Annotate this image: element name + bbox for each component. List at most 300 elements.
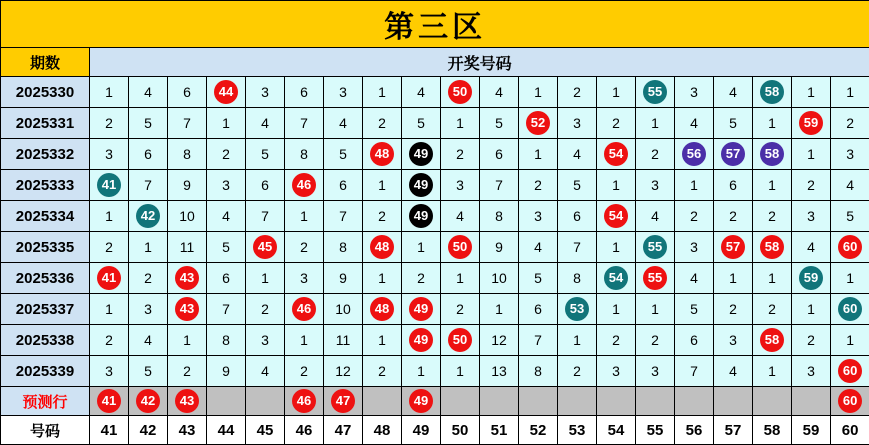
count-value: 5	[339, 146, 347, 162]
highlight-ball: 48	[370, 297, 394, 321]
count-value: 1	[417, 239, 425, 255]
highlight-ball: 57	[721, 142, 745, 166]
table-cell	[441, 325, 480, 356]
prediction-cell	[792, 387, 831, 416]
count-value: 3	[846, 146, 854, 162]
table-cell	[636, 77, 675, 108]
table-cell	[402, 77, 441, 108]
count-value: 7	[690, 363, 698, 379]
table-cell	[441, 232, 480, 263]
table-cell	[792, 201, 831, 232]
table-cell	[519, 356, 558, 387]
row-period-label: 2025330	[1, 77, 90, 108]
table-cell	[675, 294, 714, 325]
table-cell	[636, 232, 675, 263]
count-value: 2	[573, 84, 581, 100]
table-cell	[753, 263, 792, 294]
count-value: 1	[768, 115, 776, 131]
column-number: 46	[285, 416, 324, 445]
table-cell	[402, 108, 441, 139]
table-cell	[597, 294, 636, 325]
highlight-ball: 54	[604, 266, 628, 290]
highlight-ball: 54	[604, 204, 628, 228]
table-cell	[285, 201, 324, 232]
count-value: 4	[144, 332, 152, 348]
table-cell	[831, 170, 869, 201]
count-value: 7	[144, 177, 152, 193]
prediction-cell	[168, 387, 207, 416]
highlight-ball: 46	[292, 173, 316, 197]
row-period-label: 2025336	[1, 263, 90, 294]
table-cell	[714, 139, 753, 170]
count-value: 1	[456, 115, 464, 131]
count-value: 1	[378, 177, 386, 193]
count-value: 2	[183, 363, 191, 379]
table-cell	[129, 232, 168, 263]
count-value: 1	[612, 177, 620, 193]
count-value: 5	[690, 301, 698, 317]
table-cell	[402, 263, 441, 294]
table-cell	[636, 294, 675, 325]
count-value: 1	[144, 239, 152, 255]
count-value: 1	[534, 146, 542, 162]
table-cell	[714, 294, 753, 325]
table-cell	[597, 108, 636, 139]
table-cell	[207, 356, 246, 387]
highlight-ball: 55	[643, 266, 667, 290]
table-cell	[519, 108, 558, 139]
count-value: 8	[300, 146, 308, 162]
table-cell	[90, 294, 129, 325]
table-cell	[324, 170, 363, 201]
count-value: 1	[534, 84, 542, 100]
count-value: 1	[261, 270, 269, 286]
table-cell	[519, 232, 558, 263]
table-cell	[831, 139, 869, 170]
count-value: 3	[534, 208, 542, 224]
highlight-ball: 50	[448, 80, 472, 104]
highlight-ball: 59	[799, 266, 823, 290]
table-cell	[831, 263, 869, 294]
highlight-ball: 41	[97, 173, 121, 197]
table-row	[1, 170, 869, 201]
count-value: 2	[573, 363, 581, 379]
prediction-cell	[363, 387, 402, 416]
count-value: 1	[729, 270, 737, 286]
count-value: 7	[534, 332, 542, 348]
highlight-ball: 49	[409, 389, 433, 413]
highlight-ball: 58	[760, 328, 784, 352]
column-number: 48	[363, 416, 402, 445]
table-cell	[363, 263, 402, 294]
column-number: 43	[168, 416, 207, 445]
table-cell	[246, 294, 285, 325]
count-value: 4	[690, 115, 698, 131]
table-cell	[129, 263, 168, 294]
table-cell	[480, 108, 519, 139]
count-value: 9	[495, 239, 503, 255]
count-value: 4	[222, 208, 230, 224]
table-cell	[831, 77, 869, 108]
table-cell	[90, 201, 129, 232]
table-cell	[129, 325, 168, 356]
count-value: 6	[690, 332, 698, 348]
count-value: 4	[807, 239, 815, 255]
count-value: 5	[534, 270, 542, 286]
count-value: 3	[339, 84, 347, 100]
count-value: 1	[105, 301, 113, 317]
highlight-ball: 43	[175, 266, 199, 290]
table-cell	[636, 170, 675, 201]
row-period-label: 2025331	[1, 108, 90, 139]
table-cell	[207, 201, 246, 232]
table-cell	[558, 325, 597, 356]
count-value: 4	[261, 363, 269, 379]
count-value: 8	[339, 239, 347, 255]
table-cell	[714, 325, 753, 356]
table-cell	[558, 201, 597, 232]
table-cell	[480, 139, 519, 170]
count-value: 4	[534, 239, 542, 255]
count-value: 1	[846, 84, 854, 100]
prediction-cell	[480, 387, 519, 416]
table-cell	[168, 263, 207, 294]
count-value: 3	[300, 270, 308, 286]
highlight-ball: 46	[292, 389, 316, 413]
highlight-ball: 55	[643, 235, 667, 259]
count-value: 1	[573, 332, 581, 348]
table-cell	[402, 232, 441, 263]
count-value: 5	[222, 239, 230, 255]
table-cell	[246, 325, 285, 356]
table-cell	[480, 263, 519, 294]
table-cell	[480, 232, 519, 263]
table-cell	[90, 139, 129, 170]
table-row	[1, 77, 869, 108]
count-value: 2	[690, 208, 698, 224]
count-value: 4	[495, 84, 503, 100]
table-cell	[675, 201, 714, 232]
highlight-ball: 42	[136, 204, 160, 228]
table-cell	[714, 170, 753, 201]
count-value: 2	[768, 301, 776, 317]
table-cell	[792, 263, 831, 294]
prediction-cell	[831, 387, 869, 416]
count-value: 2	[417, 270, 425, 286]
count-value: 2	[300, 239, 308, 255]
table-cell	[168, 232, 207, 263]
count-value: 5	[573, 177, 581, 193]
table-cell	[753, 77, 792, 108]
count-value: 1	[846, 270, 854, 286]
count-value: 3	[651, 177, 659, 193]
count-value: 5	[144, 363, 152, 379]
count-value: 2	[378, 363, 386, 379]
column-number: 57	[714, 416, 753, 445]
table-cell	[363, 232, 402, 263]
count-value: 3	[690, 239, 698, 255]
table-row	[1, 201, 869, 232]
table-cell	[207, 139, 246, 170]
count-value: 4	[417, 84, 425, 100]
count-value: 2	[456, 146, 464, 162]
count-value: 13	[491, 363, 507, 379]
count-value: 1	[417, 363, 425, 379]
table-cell	[246, 108, 285, 139]
count-value: 1	[378, 84, 386, 100]
table-cell	[207, 77, 246, 108]
count-value: 8	[573, 270, 581, 286]
count-value: 4	[573, 146, 581, 162]
table-cell	[636, 201, 675, 232]
count-value: 1	[651, 115, 659, 131]
highlight-ball: 50	[448, 235, 472, 259]
prediction-cell	[129, 387, 168, 416]
table-cell	[363, 356, 402, 387]
count-value: 2	[729, 301, 737, 317]
highlight-ball: 49	[409, 142, 433, 166]
table-cell	[714, 201, 753, 232]
table-cell	[324, 294, 363, 325]
footer-row	[1, 416, 869, 445]
count-value: 11	[180, 239, 195, 255]
count-value: 7	[495, 177, 503, 193]
count-value: 6	[144, 146, 152, 162]
column-number: 59	[792, 416, 831, 445]
count-value: 6	[339, 177, 347, 193]
table-cell	[753, 325, 792, 356]
count-value: 5	[846, 208, 854, 224]
count-value: 4	[690, 270, 698, 286]
prediction-row	[1, 387, 869, 416]
prediction-cell	[675, 387, 714, 416]
count-value: 3	[222, 177, 230, 193]
count-value: 6	[729, 177, 737, 193]
table-cell	[441, 356, 480, 387]
count-value: 6	[534, 301, 542, 317]
count-value: 2	[222, 146, 230, 162]
count-value: 2	[651, 146, 659, 162]
table-cell	[441, 139, 480, 170]
count-value: 1	[378, 270, 386, 286]
table-cell	[324, 356, 363, 387]
table-cell	[597, 77, 636, 108]
column-number: 55	[636, 416, 675, 445]
highlight-ball: 49	[409, 173, 433, 197]
page-title: 第三区	[1, 1, 869, 48]
count-value: 2	[846, 115, 854, 131]
table-cell	[519, 77, 558, 108]
table-cell	[246, 232, 285, 263]
table-cell	[207, 294, 246, 325]
count-value: 3	[807, 363, 815, 379]
count-value: 3	[573, 115, 581, 131]
table-row	[1, 108, 869, 139]
count-value: 1	[105, 208, 113, 224]
column-number: 56	[675, 416, 714, 445]
highlight-ball: 50	[448, 328, 472, 352]
highlight-ball: 58	[760, 80, 784, 104]
table-cell	[168, 294, 207, 325]
table-cell	[363, 170, 402, 201]
table-cell	[324, 263, 363, 294]
table-cell	[597, 356, 636, 387]
table-cell	[597, 325, 636, 356]
count-value: 10	[491, 270, 507, 286]
table-row	[1, 356, 869, 387]
row-period-label: 2025332	[1, 139, 90, 170]
table-cell	[246, 170, 285, 201]
count-value: 1	[378, 332, 386, 348]
count-value: 2	[300, 363, 308, 379]
count-value: 9	[339, 270, 347, 286]
count-value: 8	[534, 363, 542, 379]
table-cell	[441, 170, 480, 201]
table-cell	[714, 263, 753, 294]
highlight-ball: 48	[370, 235, 394, 259]
table-cell	[207, 232, 246, 263]
table-cell	[519, 201, 558, 232]
table-row	[1, 325, 869, 356]
count-value: 12	[335, 363, 351, 379]
table-cell	[792, 108, 831, 139]
table-cell	[597, 232, 636, 263]
table-cell	[168, 325, 207, 356]
count-value: 6	[222, 270, 230, 286]
table-cell	[168, 139, 207, 170]
table-cell	[792, 77, 831, 108]
count-value: 3	[651, 363, 659, 379]
table-cell	[675, 325, 714, 356]
highlight-ball: 57	[721, 235, 745, 259]
table-cell	[519, 325, 558, 356]
highlight-ball: 55	[643, 80, 667, 104]
table-cell	[558, 170, 597, 201]
count-value: 9	[183, 177, 191, 193]
table-cell	[831, 356, 869, 387]
count-value: 4	[456, 208, 464, 224]
table-cell	[753, 294, 792, 325]
table-cell	[90, 263, 129, 294]
count-value: 4	[651, 208, 659, 224]
count-value: 3	[105, 363, 113, 379]
table-cell	[675, 263, 714, 294]
count-value: 3	[729, 332, 737, 348]
table-cell	[480, 77, 519, 108]
highlight-ball: 58	[760, 142, 784, 166]
table-cell	[402, 170, 441, 201]
table-cell	[831, 201, 869, 232]
table-cell	[207, 170, 246, 201]
count-value: 4	[846, 177, 854, 193]
highlight-ball: 60	[838, 389, 862, 413]
count-value: 6	[495, 146, 503, 162]
table-cell	[324, 232, 363, 263]
table-cell	[831, 108, 869, 139]
count-value: 2	[378, 115, 386, 131]
row-period-label: 2025333	[1, 170, 90, 201]
table-cell	[753, 356, 792, 387]
prediction-label: 预测行	[1, 387, 90, 416]
table-cell	[636, 263, 675, 294]
table-cell	[753, 139, 792, 170]
count-value: 8	[222, 332, 230, 348]
count-value: 1	[807, 146, 815, 162]
table-cell	[480, 201, 519, 232]
table-row	[1, 294, 869, 325]
table-cell	[792, 139, 831, 170]
count-value: 5	[729, 115, 737, 131]
table-cell	[675, 356, 714, 387]
table-cell	[324, 77, 363, 108]
count-value: 12	[491, 332, 507, 348]
column-number: 41	[90, 416, 129, 445]
table-cell	[246, 356, 285, 387]
column-number: 51	[480, 416, 519, 445]
table-cell	[480, 294, 519, 325]
column-number: 47	[324, 416, 363, 445]
table-cell	[480, 356, 519, 387]
count-value: 2	[768, 208, 776, 224]
table-cell	[129, 294, 168, 325]
highlight-ball: 47	[331, 389, 355, 413]
table-cell	[831, 325, 869, 356]
table-cell	[792, 170, 831, 201]
table-cell	[129, 201, 168, 232]
count-value: 1	[768, 177, 776, 193]
count-value: 1	[612, 84, 620, 100]
table-cell	[285, 356, 324, 387]
table-cell	[636, 356, 675, 387]
prediction-cell	[324, 387, 363, 416]
table-cell	[285, 263, 324, 294]
count-value: 1	[846, 332, 854, 348]
table-cell	[363, 201, 402, 232]
table-cell	[324, 139, 363, 170]
table-row	[1, 263, 869, 294]
highlight-ball: 43	[175, 297, 199, 321]
table-cell	[285, 294, 324, 325]
row-period-label: 2025339	[1, 356, 90, 387]
header-period: 期数	[1, 48, 90, 77]
table-cell	[519, 294, 558, 325]
table-cell	[324, 108, 363, 139]
row-period-label: 2025335	[1, 232, 90, 263]
count-value: 5	[417, 115, 425, 131]
table-cell	[129, 170, 168, 201]
count-value: 1	[300, 208, 308, 224]
highlight-ball: 44	[214, 80, 238, 104]
table-cell	[90, 170, 129, 201]
highlight-ball: 59	[799, 111, 823, 135]
count-value: 7	[183, 115, 191, 131]
table-cell	[129, 77, 168, 108]
prediction-cell	[402, 387, 441, 416]
table-cell	[831, 294, 869, 325]
highlight-ball: 49	[409, 297, 433, 321]
table-cell	[402, 139, 441, 170]
count-value: 2	[261, 301, 269, 317]
table-cell	[597, 263, 636, 294]
footer-label: 号码	[1, 416, 90, 445]
table-cell	[714, 77, 753, 108]
column-number: 53	[558, 416, 597, 445]
highlight-ball: 41	[97, 389, 121, 413]
count-value: 3	[144, 301, 152, 317]
table-cell	[168, 77, 207, 108]
count-value: 1	[222, 115, 230, 131]
table-cell	[90, 232, 129, 263]
